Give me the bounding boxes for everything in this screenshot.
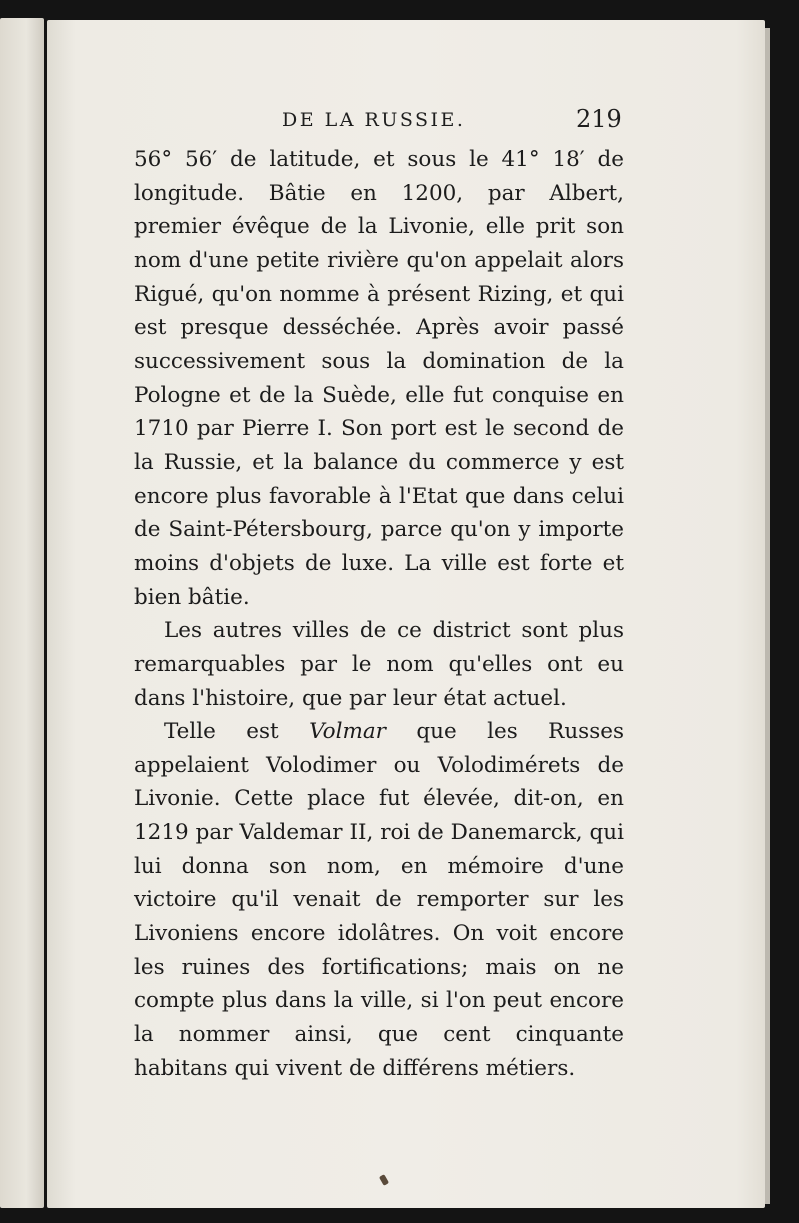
page-number: 219 [576, 105, 622, 133]
page-stack-edge [765, 28, 770, 1204]
paragraph-2: Les autres villes de ce district sont plus remarquables par le nom qu'elles ont eu dans l'histoire, que par leur état actuel. [134, 618, 624, 711]
paragraph-3-rest: que les Russes appelaient Volodimer ou Volodimérets de Livonie. Cette place fut élevée, dit-on, en 1219 par Valdemar II, roi de Danemarck, qui lui donna son nom, en mémoire d'une victoire qu'il venait de remporter sur les Livoniens encore idolâtres. On voit encore les ruines des fortifications; mais on ne compte plus dans la ville, si l'on peut encore la nommer ainsi, que cent cinquante habitans qui vivent de différens métiers. [134, 719, 624, 1081]
paragraph-1: 56° 56′ de latitude, et sous le 41° 18′ de longitude. Bâtie en 1200, par Albert, premier évêque de la Livonie, elle prit son nom d'une petite rivière qu'on appelait alors Rigué, qu'on nomme à présent Rizing, et qui est presque desséchée. Après avoir passé successivement sous la domination de la Pologne et de la Suède, elle fut conquise en 1710 par Pierre I. Son port est le second de la Russie, et la balance du commerce y est encore plus favorable à l'Etat que dans celui de Saint-Pétersbourg, parce qu'on y importe moins d'objets de luxe. La ville est forte et bien bâtie. [134, 147, 624, 610]
place-name-volmar: Volmar [309, 719, 386, 745]
previous-page-edge [0, 18, 44, 1208]
paragraph-3-start: Telle est [164, 719, 310, 745]
page-header [0, 101, 799, 141]
body-text [134, 143, 624, 1085]
paragraph-3 [134, 715, 624, 1085]
running-head: DE LA RUSSIE. [282, 109, 466, 131]
